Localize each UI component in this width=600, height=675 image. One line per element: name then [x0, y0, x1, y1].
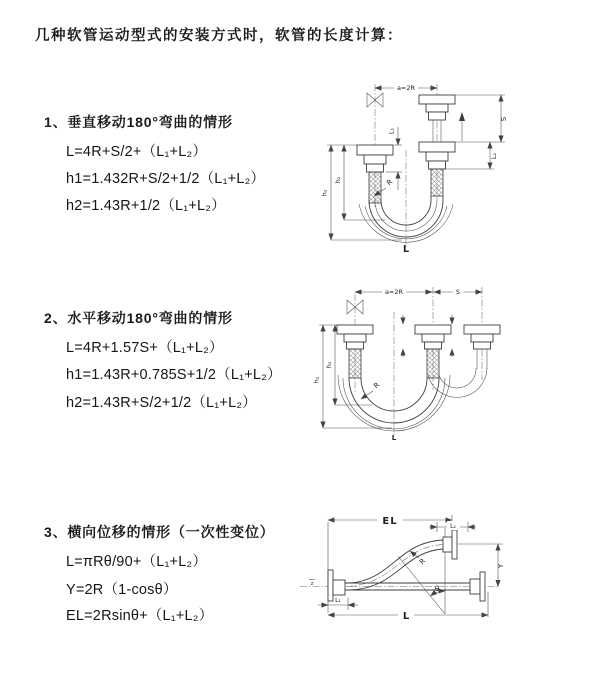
braided-section: [431, 169, 443, 196]
dim-label-l1: L₁: [335, 597, 341, 604]
dim-label-h2: h₂: [325, 361, 333, 369]
section3-formula-L: L=πRθ/90+（L₁+L₂）: [66, 554, 208, 570]
valve-icon: [367, 93, 383, 107]
dim-label-y: Y: [497, 563, 505, 569]
section3-formula-Y: Y=2R（1-cosθ）: [66, 582, 178, 598]
section1-formula-L: L=4R+S/2+（L₁+L₂）: [66, 144, 208, 160]
section2-formula-h1: h1=1.43R+0.785S+1/2（L₁+L₂）: [66, 367, 282, 383]
dim-label-h1: h₁: [320, 189, 329, 197]
section1-formula-h1: h1=1.432R+S/2+1/2（L₁+L₂）: [66, 171, 266, 187]
horizontal-180-bend-diagram: [312, 283, 528, 449]
dimension-lines: [318, 515, 503, 617]
diagram3-labels: [311, 513, 505, 622]
section2-heading: 2、水平移动180°弯曲的情形: [44, 310, 233, 326]
dim-label-s: S: [500, 116, 508, 122]
dim-label-h1: h₁: [312, 376, 321, 384]
dim-label-s: S: [455, 288, 461, 296]
angle-theta-label: θ: [434, 585, 440, 593]
lateral-displacement-diagram: [296, 500, 568, 632]
movement-up-arrow-icon: [459, 112, 465, 141]
dim-label-h2: h₂: [334, 176, 342, 184]
length-label: L: [391, 434, 397, 442]
dim-label-el: EL: [382, 516, 398, 527]
centerlines: [355, 287, 482, 437]
section2-formula-h2: h2=1.43R+S/2+1/2（L₁+L₂）: [66, 395, 257, 411]
radius-label: R: [372, 380, 382, 391]
hose-assembly: [337, 300, 500, 431]
braided-section: [369, 172, 381, 203]
radius-label: R: [385, 177, 395, 188]
section1-heading: 1、垂直移动180°弯曲的情形: [44, 114, 233, 130]
dim-label-a2r: a=2R: [396, 84, 416, 92]
section1-formula-h2: h2=1.43R+1/2（L₁+L₂）: [66, 198, 226, 214]
dim-label-l1: L₁: [387, 127, 396, 135]
dim-label-a2r: a=2R: [384, 288, 404, 296]
page-title: 几种软管运动型式的安装方式时，软管的长度计算：: [35, 28, 403, 44]
section3-formula-EL: EL=2Rsinθ+（L₁+L₂）: [66, 608, 214, 624]
radius-label: R: [418, 557, 428, 567]
dimension-lines: [327, 88, 505, 240]
left-flange: [337, 325, 373, 378]
section3-heading: 3、横向位移的情形（一次性变位）: [44, 524, 275, 540]
dim-label-l: L: [402, 611, 410, 622]
section2-formula-L: L=4R+1.57S+（L₁+L₂）: [66, 340, 224, 356]
middle-flange: [415, 325, 451, 378]
dim-label-l2: L₂: [490, 152, 498, 160]
dimension-lines: [319, 292, 482, 428]
centerline-z-mark: z: [310, 581, 314, 587]
length-label: L: [402, 244, 410, 255]
vertical-180-bend-diagram: [308, 72, 534, 258]
dim-label-l2: L₂: [450, 523, 456, 530]
